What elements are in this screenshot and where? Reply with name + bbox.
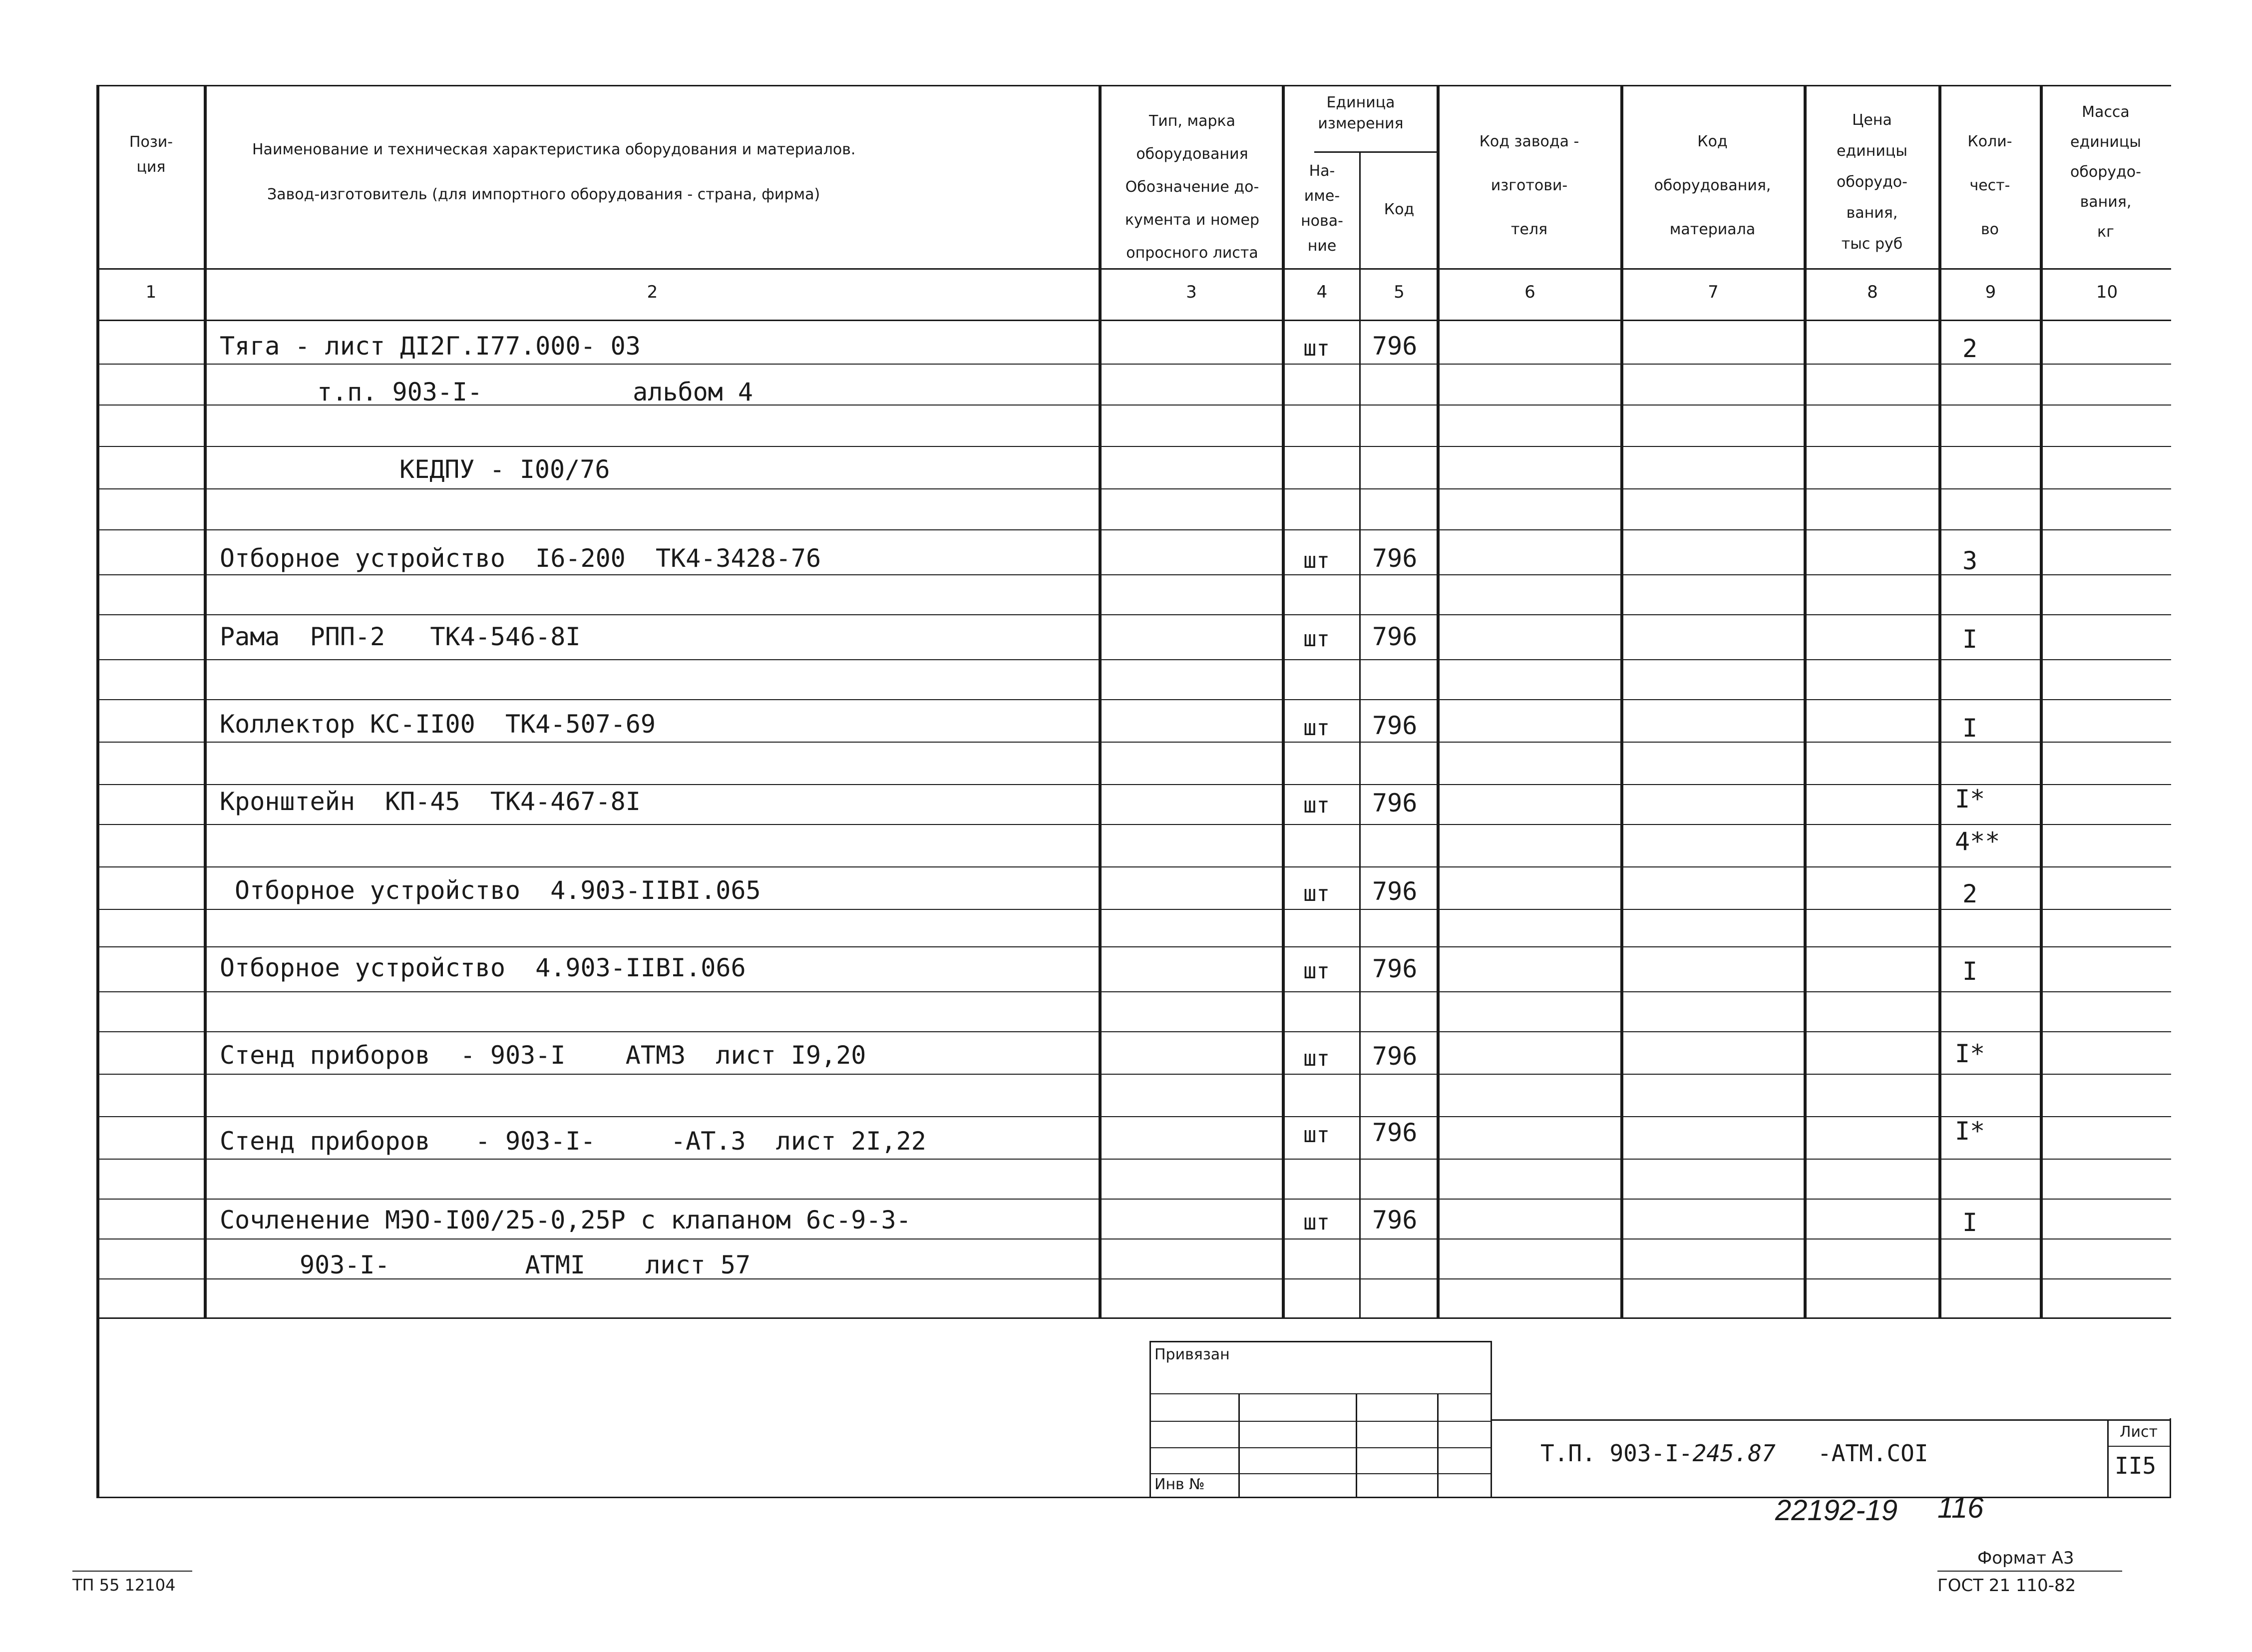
table-bottom-border [96,1317,2171,1319]
col-divider [1938,85,1941,1318]
row-name: Отборное устройство I6-200 ТК4-3428-76 [220,544,821,573]
row-qty: 2 [1962,879,1978,908]
row-line [96,1116,2171,1117]
header-name [252,127,1091,217]
row-name: Рама РПП-2 ТК4-546-8I [220,622,581,651]
header-text: Единица [1326,94,1395,111]
row-line [96,529,2171,530]
header-text: теля [1510,221,1548,238]
doc-suffix: -АТМ.СОI [1818,1440,1928,1467]
doc-code-handwritten: 245.87 [1692,1440,1776,1467]
header-text: Наименование и техническая характеристика оборудования и материалов. [252,141,856,158]
footer-line [1937,1571,2122,1572]
row-name: Коллектор КС-II00 ТК4-507-69 [220,710,656,739]
stamp-line [2107,1419,2109,1498]
header-text: измерения [1318,115,1404,132]
header-text: вания, [2080,193,2132,211]
col-divider [1804,85,1807,1318]
col-number: 2 [647,282,658,302]
row-line [96,446,2171,447]
header-text: Тип, марка [1148,112,1236,130]
header-type [1104,105,1281,270]
stamp-line [1437,1393,1439,1498]
row-code: 796 [1372,544,1418,573]
doc-code [1540,1438,1776,1468]
row-name: 903-I- АТМI лист 57 [300,1250,751,1279]
row-unit: шт [1303,336,1330,361]
row-code: 796 [1372,877,1418,906]
row-line [96,824,2171,825]
sheet-number: II5 [2115,1452,2157,1479]
col-divider [2040,85,2043,1318]
header-unit-code [1362,195,1436,225]
row-name: Стенд приборов - 903-I- -АТ.3 лист 2I,22 [220,1127,926,1156]
row-line [96,659,2171,660]
sheet-label: Лист [2120,1423,2158,1441]
col-divider [1620,85,1623,1318]
col-number: 4 [1316,282,1328,302]
format-label: Формат А3 [1977,1548,2074,1568]
header-text: оборудования, [1654,177,1771,194]
handwritten-number: 22192-19 [1775,1494,1898,1527]
row-line [96,991,2171,992]
stamp-line [1149,1447,1492,1448]
row-unit: шт [1303,548,1330,573]
header-text: кумента и номер [1125,211,1260,229]
footer-line [72,1571,192,1572]
row-line [96,1031,2171,1032]
stamp-line [1149,1421,1492,1422]
row-qty: 3 [1962,546,1978,575]
col-number: 3 [1186,282,1197,302]
row-line [96,1074,2171,1075]
row-line [96,574,2171,575]
header-text: ние [1307,237,1337,255]
header-text: ция [136,158,166,176]
row-unit: шт [1303,793,1330,818]
row-qty: I* [1955,1039,1985,1068]
row-line [96,364,2171,365]
header-text: единицы [2070,133,2141,151]
row-line [96,1159,2171,1160]
col-divider [1099,85,1102,1318]
header-text: Код [1384,201,1415,218]
stamp-line [1238,1393,1240,1498]
row-line [96,614,2171,615]
row-qty: I [1962,957,1978,986]
row-code: 796 [1372,1206,1418,1235]
header-text: име- [1304,187,1340,205]
row-unit: шт [1303,1210,1330,1235]
row-qty: I* [1955,785,1985,814]
header-text: оборудования [1136,145,1248,163]
row-qty: I [1962,625,1978,654]
header-maker-code [1441,120,1618,252]
header-text: во [1980,221,1999,238]
header-quantity [1942,120,2037,252]
handwritten-page: 116 [1937,1492,1984,1524]
row-line [96,909,2171,910]
header-text: Код завода - [1479,133,1579,150]
header-text: Масса [2082,103,2130,121]
header-text: Обозначение до- [1125,178,1259,196]
col-number: 5 [1394,282,1405,302]
frame-left-border [96,85,99,1498]
row-code: 796 [1372,1118,1418,1147]
row-name: Стенд приборов - 903-I АТМЗ лист I9,20 [220,1041,866,1070]
frame-right-border [2170,1418,2171,1498]
inv-label: Инв № [1154,1476,1205,1493]
header-text: кг [2097,223,2114,241]
row-unit: шт [1303,958,1330,984]
col-divider [1437,85,1440,1318]
row-qty: I [1962,1208,1978,1237]
row-qty: I* [1955,1117,1985,1146]
privyazan-label: Привязан [1154,1346,1230,1363]
gost-label: ГОСТ 21 110-82 [1937,1576,2076,1596]
row-name: т.п. 903-I- альбом 4 [317,378,753,407]
header-text: материала [1669,221,1756,238]
header-text: изготови- [1491,177,1568,194]
row-name: Отборное устройство 4.903-IIBI.066 [220,953,746,982]
row-code: 796 [1372,1042,1418,1071]
header-position [100,130,202,180]
row-code: 796 [1372,711,1418,740]
stamp-line [2107,1446,2170,1447]
row-line [96,866,2171,867]
col-divider [1359,151,1361,1318]
row-line [96,784,2171,785]
col-number: 8 [1867,282,1878,302]
row-line [96,946,2171,947]
col-divider [204,85,207,1318]
header-text: Завод-изготовитель (для импортного оборудования - страна, фирма) [267,186,820,203]
header-unit-name [1286,159,1358,259]
stamp-line [1149,1473,1492,1474]
header-text: оборудо- [2070,163,2141,181]
tp-label: ТП 55 12104 [72,1576,176,1595]
col-number: 1 [145,282,157,302]
header-text: чест- [1969,177,2010,194]
row-code: 796 [1372,789,1418,818]
row-unit: шт [1303,881,1330,906]
row-line [96,742,2171,743]
row-qty: I [1962,714,1978,743]
col-number: 6 [1524,282,1535,302]
row-name: Отборное устройство 4.903-IIBI.065 [235,876,761,905]
row-name: Тяга - лист ДI2Г.I77.000- 03 [220,332,641,361]
row-unit: шт [1303,1046,1330,1071]
row-name: КЕДПУ - I00/76 [399,455,610,484]
header-equipment-code [1624,120,1801,252]
header-mass [2043,97,2168,247]
header-text: Код [1697,133,1728,150]
row-line [96,1199,2171,1200]
row-code: 796 [1372,622,1418,651]
stamp-line [1149,1341,1492,1342]
header-text: тыс руб [1841,235,1903,253]
header-text: нова- [1301,212,1343,230]
row-name: Сочленение МЭО-I00/25-0,25Р с клапаном 6с-9-3- [220,1206,911,1235]
header-text: единицы [1837,142,1907,160]
row-qty: 4** [1955,827,2000,856]
stamp-line [1149,1393,1492,1394]
row-line [96,699,2171,700]
row-line [96,488,2171,489]
col-number: 10 [2096,282,2118,302]
stamp-line [1149,1341,1151,1498]
table-top-border [96,85,2171,86]
col-number: 7 [1708,282,1719,302]
header-text: опросного листа [1126,244,1258,262]
header-text: Цена [1852,111,1892,129]
row-qty: 2 [1962,334,1978,363]
header-text: На- [1309,162,1335,180]
col-divider [1282,85,1285,1318]
stamp-line [1356,1393,1357,1498]
number-row-border [96,320,2171,321]
header-price [1808,105,1936,260]
row-name: Кронштейн КП-45 ТК4-467-8I [220,787,641,816]
header-text: Коли- [1967,133,2012,150]
row-code: 796 [1372,332,1418,361]
doc-code-prefix: Т.П. 903-I- [1540,1440,1693,1467]
row-unit: шт [1303,1122,1330,1148]
header-unit [1286,92,1436,134]
row-code: 796 [1372,954,1418,983]
unit-subheader-line [1314,151,1437,153]
header-text: вания, [1846,204,1898,222]
row-unit: шт [1303,626,1330,652]
stamp-line [1491,1419,2170,1421]
row-unit: шт [1303,715,1330,741]
col-number: 9 [1985,282,1996,302]
header-text: Пози- [129,133,173,151]
header-text: оборудо- [1837,173,1907,191]
